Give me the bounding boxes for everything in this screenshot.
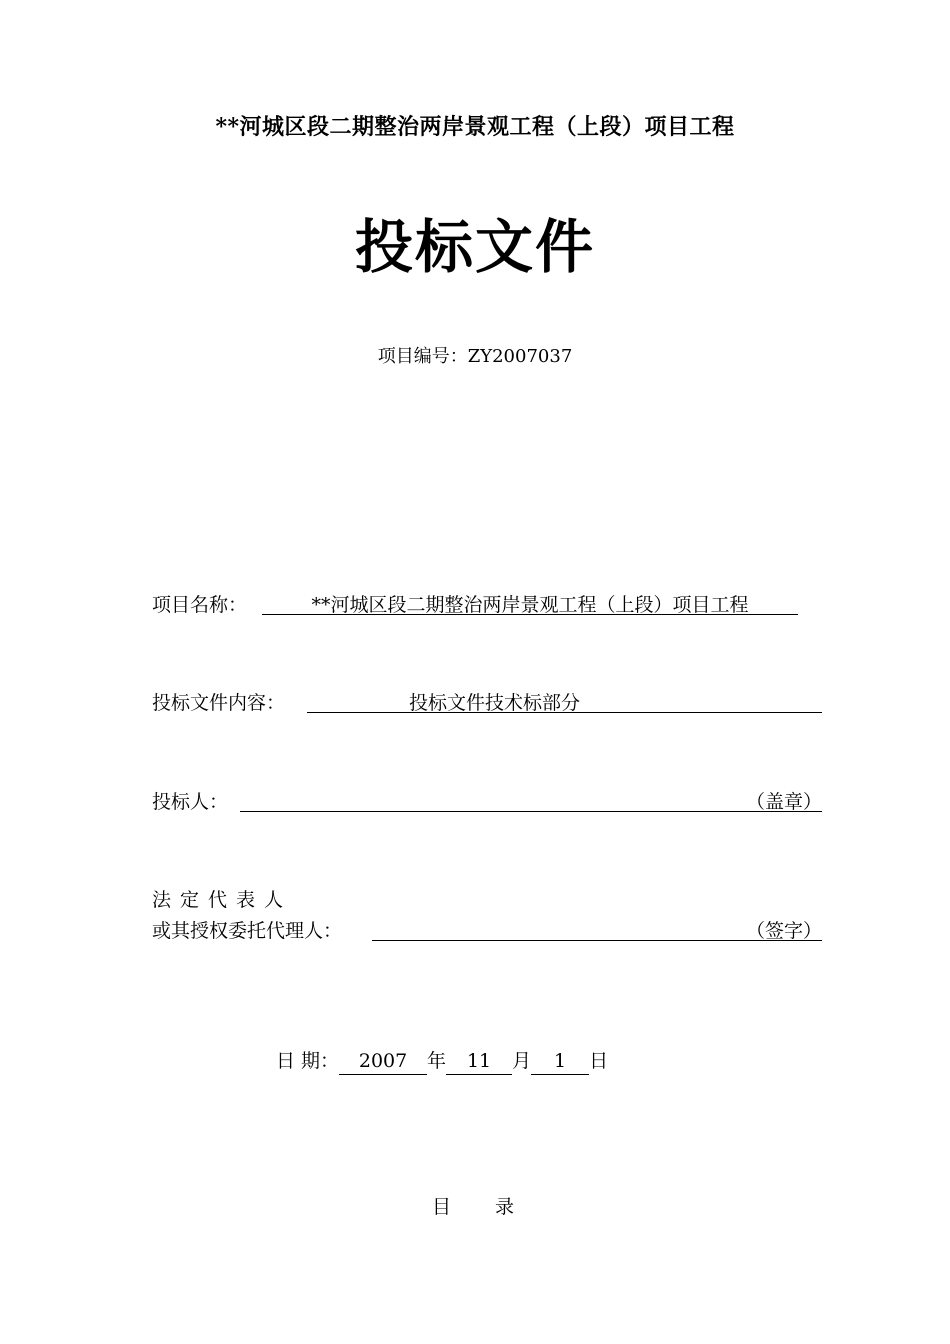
- date-label: 日 期：: [276, 1050, 340, 1072]
- date-day-unit: 日: [589, 1050, 609, 1072]
- date-day: 1: [531, 1050, 589, 1075]
- date-month: 11: [446, 1050, 512, 1075]
- bidder-field: [240, 787, 822, 812]
- project-title: **河城区段二期整治两岸景观工程（上段）项目工程: [215, 114, 735, 140]
- content-field: [307, 688, 822, 713]
- date-year: 2007: [339, 1050, 427, 1075]
- date-month-unit: 月: [512, 1050, 532, 1072]
- bidder-label: 投标人：: [152, 791, 229, 813]
- content-label: 投标文件内容：: [152, 692, 286, 714]
- project-number: 项目编号：ZY2007037: [377, 346, 573, 367]
- document-title: 投标文件: [354, 213, 595, 281]
- project-name-label: 项目名称：: [152, 594, 248, 616]
- legal-rep-label-line2: 或其授权委托代理人：: [152, 920, 343, 942]
- date-row: [276, 1046, 608, 1075]
- date-year-unit: 年: [427, 1050, 447, 1072]
- legal-rep-label-line1: 法定代表人: [152, 889, 293, 911]
- legal-rep-sign-note: （签字）: [745, 920, 822, 942]
- content-value: 投标文件技术标部分: [409, 692, 581, 714]
- legal-rep-field: [372, 916, 822, 941]
- project-name-value: **河城区段二期整治两岸景观工程（上段）项目工程: [262, 590, 798, 615]
- bidder-seal-note: （盖章）: [745, 791, 822, 813]
- toc-title: 目录: [431, 1196, 558, 1218]
